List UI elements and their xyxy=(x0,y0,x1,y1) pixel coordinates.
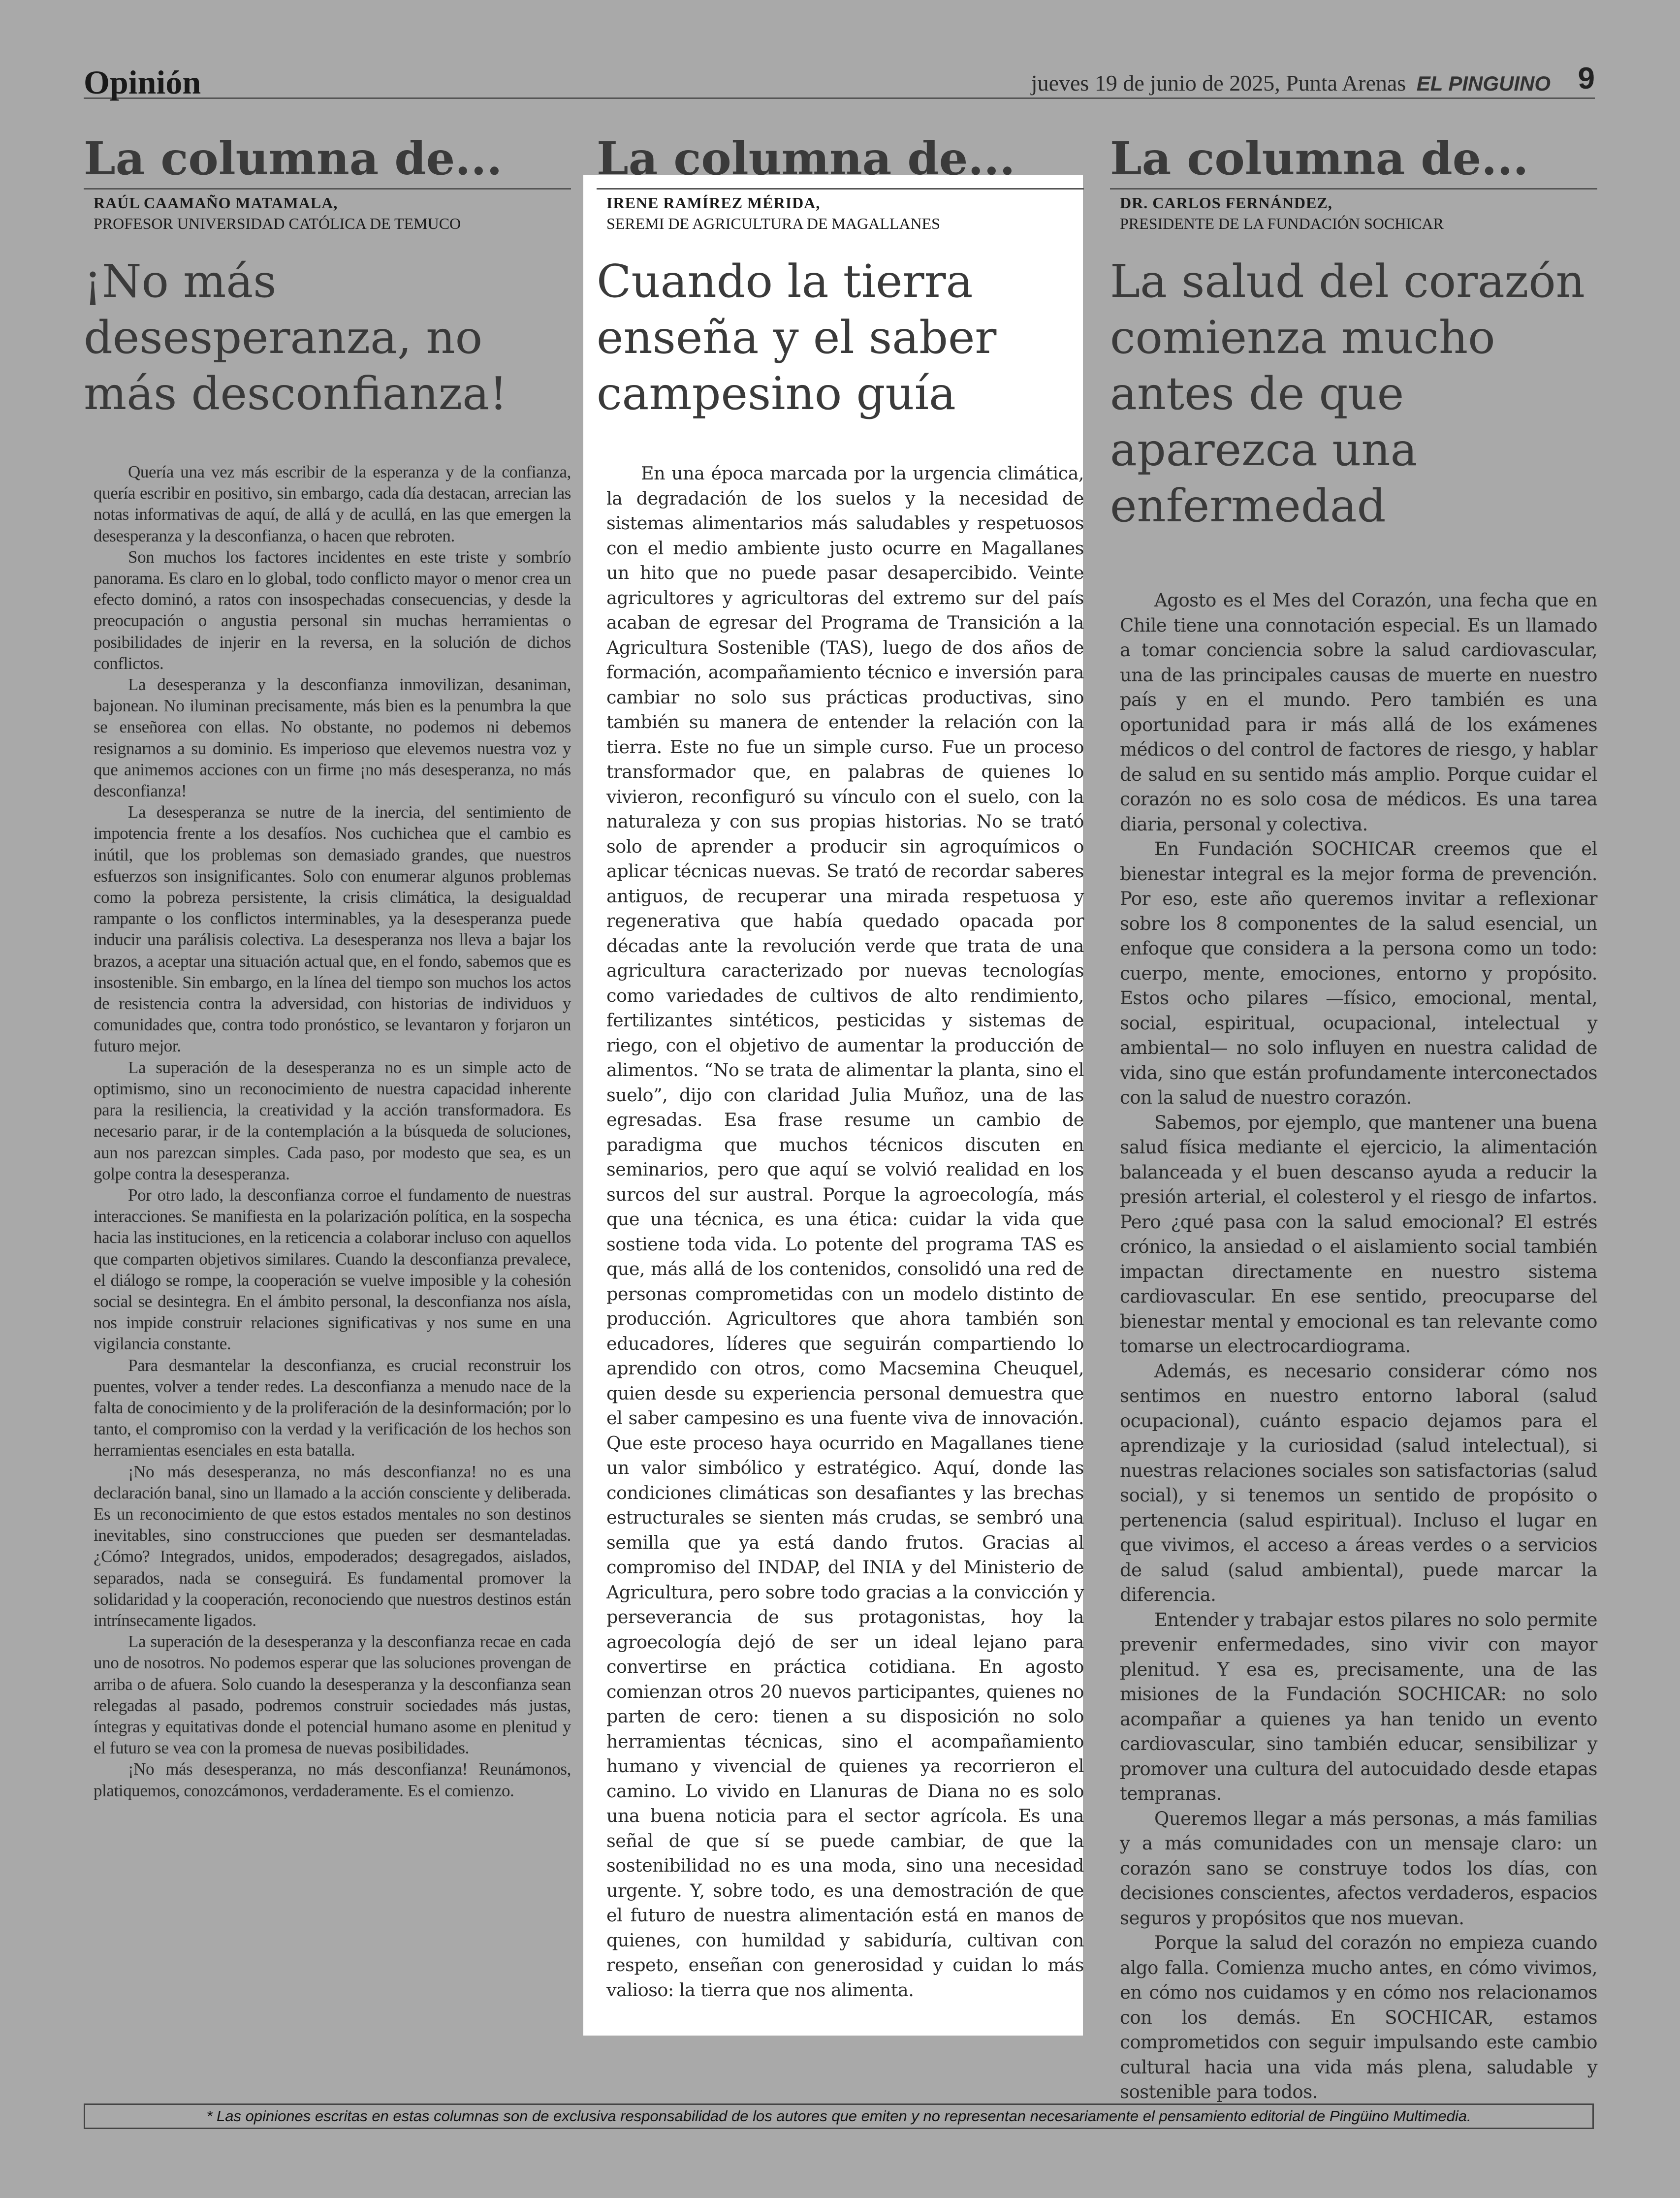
paragraph: En una época marcada por la urgencia climática, la degradación de los suelos y la necesidad de sistemas alimentarios más saludables y respetuosos con el medio ambiente justo ocurre en Magallanes un hito que no puede pasar desapercibido. Veinte agricultores y agricultoras del extremo sur del país acaban de egresar del Programa de Transición a la Agricultura Sostenible (TAS), luego de dos años de formación, acompañamiento técnico e inversión para cambiar no solo sus prácticas productivas, sino también su manera de entender la relación con la tierra. Este no fue un simple curso. Fue un proceso transformador que, en palabras de quienes lo vivieron, reconfiguró su vínculo con el suelo, con la naturaleza y con sus propias historias. No se trató solo de aprender a producir sin agroquímicos o aplicar técnicas nuevas. Se trató de recordar saberes antiguos, de recuperar una mirada respetuosa y regenerativa que había quedado opacada por décadas ante la revolución verde que trata de una agricultura caracterizado por nuevas tecnologías como variedades de cultivos de alto rendimiento, fertilizantes sintéticos, pesticidas y sistemas de riego, con el objetivo de aumentar la producción de alimentos. “No se trata de alimentar la planta, sino el suelo”, dijo con claridad Julia Muñoz, una de las egresadas. Esa frase resume un cambio de paradigma que muchos técnicos discuten en seminarios, pero que aquí se volvió realidad en los surcos del sur austral. Porque la agroecología, más que una técnica, es una ética: cuidar la vida que sostiene toda vida. Lo potente del programa TAS es que, más allá de los contenidos, consolidó una red de personas comprometidas con un modelo distinto de producción. Agricultores que ahora también son educadores, líderes que seguirán compartiendo lo aprendido con otros, como Macsemina Cheuquel, quien desde su experiencia personal demuestra que el saber campesino es una fuente viva de innovación. Que este proceso haya ocurrido en Magallanes tiene un valor simbólico y estratégico. Aquí, donde las condiciones climáticas son desafiantes y las brechas estructurales se sienten más crudas, se sembró una semilla que ya está dando frutos. Gracias al compromiso del INDAP, del INIA y del Ministerio de Agricultura, pero sobre todo gracias a la convicción y perseverancia de sus protagonistas, hoy la agroecología dejó de ser un ideal lejano para convertirse en práctica cotidiana. En agosto comienzan otros 20 nuevos participantes, quienes no parten de cero: tienen a su disposición no solo herramientas técnicas, sino el acompañamiento humano y vivencial de quienes ya recorrieron el camino. Lo vivido en Llanuras de Diana no es solo una buena noticia para el sector agrícola. Es una señal de que sí se puede cambiar, de que la sostenibilidad no es una moda, sino una necesidad urgente. Y, sobre todo, es una demostración de que el futuro de nuestra alimentación está en manos de quienes, con humildad y sabiduría, cultivan con respeto, enseñan con generosidad y cuidan lo más valioso: la tierra que nos alimenta. xyxy=(606,463,1084,2001)
article-title: Cuando la tierra enseña y el saber campesino guía xyxy=(597,255,997,420)
article-title: La salud del corazón comienza mucho antes de que aparezca una enfermedad xyxy=(1110,255,1585,532)
article-title: ¡No más desesperanza, no más desconfianza! xyxy=(84,255,508,420)
paragraph: ¡No más desesperanza, no más desconfianza! Reunámonos, platiquemos, conozcámonos, verdaderamente. Es el comienzo. xyxy=(94,1759,571,1800)
paragraph: Son muchos los factores incidentes en este triste y sombrío panorama. Es claro en lo global, todo conflicto mayor o menor crea un efecto dominó, a ratos con insospechadas consecuencias, y desde la preocupación o angustia personal sin muchas herramientas o posibilidades de injerir en la reversa, en la solución de dichos conflictos. xyxy=(94,547,571,673)
paragraph: Porque la salud del corazón no empieza cuando algo falla. Comienza mucho antes, en cómo vivimos, en cómo nos cuidamos y en cómo nos relacionamos con los demás. En SOCHICAR, estamos comprometidos con seguir impulsando este cambio cultural hacia una vida más plena, saludable y sostenible para todos. xyxy=(1120,1932,1597,2102)
paragraph: Queremos llegar a más personas, a más familias y a más comunidades con un mensaje claro: un corazón sano se construye todos los días, con decisiones conscientes, afectos verdaderos, espacios seguros y propósitos que nos muevan. xyxy=(1120,1808,1597,1929)
section-title: Opinión xyxy=(84,64,201,101)
author-block xyxy=(1120,192,1597,234)
paragraph: La superación de la desesperanza y la desconfianza recae en cada uno de nosotros. No podemos esperar que las soluciones provengan de arriba o de afuera. Solo cuando la desesperanza y la desconfianza sean relegadas al pasado, podremos construir sociedades más justas, íntegras y equitativas donde el potencial humano asome en plenitud y el futuro se vea con la promesa de nuevas posibilidades. xyxy=(94,1632,571,1758)
author-name: DR. CARLOS FERNÁNDEZ, xyxy=(1120,194,1332,212)
column-1 xyxy=(84,129,571,1801)
author-name: RAÚL CAAMAÑO MATAMALA, xyxy=(94,194,338,212)
dateline: jueves 19 de junio de 2025, Punta Arenas xyxy=(1031,70,1406,96)
paragraph: Para desmantelar la desconfianza, es crucial reconstruir los puentes, volver a tender redes. La desconfianza a menudo nace de la falta de conocimiento y de la proliferación de la desinformación; por lo tanto, el compromiso con la verdad y la verificación de los hechos son herramientas esenciales en esta batalla. xyxy=(94,1355,571,1460)
article-body xyxy=(94,461,571,1801)
author-role: SEREMI DE AGRICULTURA DE MAGALLANES xyxy=(606,215,940,232)
author-role: PROFESOR UNIVERSIDAD CATÓLICA DE TEMUCO xyxy=(94,215,461,232)
paragraph: La desesperanza se nutre de la inercia, del sentimiento de impotencia frente a los desafíos. Nos cuchichea que el cambio es inútil, que los problemas son demasiado grandes, que nuestros esfuerzos son insignificantes. Solo con enumerar algunos problemas como la pobreza persistente, la crisis climática, la desigualdad rampante o los conflictos interminables, ya la desesperanza puede inducir una parálisis colectiva. La desesperanza nos lleva a bajar los brazos, a aceptar una situación actual que, en el fondo, sabemos que es insostenible. Sin embargo, en la línea del tiempo son muchos los actos de resistencia contra la adversidad, con historias de individuos y comunidades que, contra todo pronóstico, se levantaron y forjaron un futuro mejor. xyxy=(94,802,571,1056)
paragraph: La desesperanza y la desconfianza inmovilizan, desaniman, bajonean. No iluminan precisamente, más bien es la penumbra la que se enseñorea con ellas. No obstante, no podemos ni debemos resignarnos a su dominio. Es imperioso que elevemos nuestra voz y que animemos acciones con un firme ¡no más desesperanza, no más desconfianza! xyxy=(94,675,571,801)
author-name: IRENE RAMÍREZ MÉRIDA, xyxy=(606,194,821,212)
paragraph: En Fundación SOCHICAR creemos que el bienestar integral es la mejor forma de prevención. Por eso, este año queremos invitar a reflexionar sobre los 8 componentes de la salud esencial, un enfoque que considera a la persona como un todo: cuerpo, mente, emociones, entorno y propósito. Estos ocho pilares —físico, emocional, mental, social, espiritual, ocupacional, intelectual y ambiental— no solo influyen en nuestra calidad de vida, sino que están profundamente interconectados con la salud de nuestro corazón. xyxy=(1120,838,1597,1108)
paragraph: Además, es necesario considerar cómo nos sentimos en nuestro entorno laboral (salud ocupacional), cuánto espacio dejamos para el aprendizaje y la curiosidad (salud intelectual), si nuestras relaciones sociales son satisfactorias (salud social), y si tenemos un sentido de propósito o pertenencia (salud espiritual). Incluso el lugar en que vivimos, el acceso a áreas verdes o a servicios de salud (salud ambiental), puede marcar la diferencia. xyxy=(1120,1360,1597,1605)
newspaper-brand: EL PINGUINO xyxy=(1416,72,1551,95)
paragraph: Quería una vez más escribir de la esperanza y de la confianza, quería escribir en positivo, sin embargo, cada día destacan, arrecian las notas informativas de aquí, de allá y de acullá, en las que emergen la desesperanza y la desconfianza, o hacen que rebroten. xyxy=(94,462,571,545)
author-block xyxy=(94,192,571,234)
footer-disclaimer: * Las opiniones escritas en estas columnas son de exclusiva responsabilidad de los autores que emiten y no representan necesariamente el pensamiento editorial de Pingüino Multimedia. xyxy=(84,2103,1594,2129)
column-2 xyxy=(597,129,1084,2003)
dateline-group xyxy=(1031,70,1551,96)
paragraph: ¡No más desesperanza, no más desconfianza! no es una declaración banal, sino un llamado a la acción consciente y deliberada. Es un reconocimiento de que estos estados mentales no son destinos inevitables, sino construcciones que pueden ser desmanteladas. ¿Cómo? Integrados, unidos, empoderados; desagregados, aislados, separados, nada se conseguirá. Es fundamental promover la solidaridad y la cooperación, reconociendo que nuestros destinos están intrínsecamente ligados. xyxy=(94,1462,571,1630)
paragraph: Agosto es el Mes del Corazón, una fecha que en Chile tiene una connotación especial. Es un llamado a tomar conciencia sobre la salud cardiovascular, una de las principales causas de muerte en nuestro país y en el mundo. Pero también es una oportunidad para ir más allá de los exámenes médicos o del control de factores de riesgo, y hablar de salud en su sentido más amplio. Porque cuidar el corazón no es solo cosa de médicos. Es una tarea diaria, personal y colectiva. xyxy=(1120,590,1597,835)
paragraph: Por otro lado, la desconfianza corroe el fundamento de nuestras interacciones. Se manifiesta en la polarización política, en la sospecha hacia las instituciones, en la reticencia a colaborar incluso con aquellos que comparten objetivos similares. Cuando la desconfianza prevalece, el diálogo se rompe, la cooperación se vuelve imposible y la cohesión social se desintegra. En el ámbito personal, la desconfianza nos aísla, nos impide construir relaciones significativas y nos sume en una vigilancia constante. xyxy=(94,1185,571,1354)
article-body xyxy=(606,461,1084,2003)
paragraph: Sabemos, por ejemplo, que mantener una buena salud física mediante el ejercicio, la alimentación balanceada y el buen descanso ayuda a reducir la presión arterial, el colesterol y el riesgo de infartos. Pero ¿qué pasa con la salud emocional? El estrés crónico, la ansiedad o el aislamiento social también impactan directamente en nuestro sistema cardiovascular. En ese sentido, preocuparse del bienestar mental y emocional es tan relevante como tomarse un electrocardiograma. xyxy=(1120,1112,1597,1357)
page-header xyxy=(84,59,1595,99)
column-3 xyxy=(1110,129,1597,2105)
author-role: PRESIDENTE DE LA FUNDACIÓN SOCHICAR xyxy=(1120,215,1444,232)
column-heading: La columna de... xyxy=(597,129,1084,190)
paragraph: Entender y trabajar estos pilares no solo permite prevenir enfermedades, sino vivir con mayor plenitud. Y esa es, precisamente, una de las misiones de la Fundación SOCHICAR: no solo acompañar a quienes ya han tenido un evento cardiovascular, sino también educar, sensibilizar y promover una cultura del autocuidado desde etapas tempranas. xyxy=(1120,1609,1597,1804)
article-body xyxy=(1120,588,1597,2105)
column-heading: La columna de... xyxy=(84,129,571,190)
column-heading: La columna de... xyxy=(1110,129,1597,190)
page-number: 9 xyxy=(1578,62,1595,96)
author-block xyxy=(606,192,1084,234)
paragraph: La superación de la desesperanza no es un simple acto de optimismo, sino un reconocimiento de nuestra capacidad inherente para la resiliencia, la creatividad y la acción transformadora. Es necesario parar, ir de la contemplación a la búsqueda de soluciones, aun nos parezcan simples. Cada paso, por modesto que sea, es un golpe contra la desesperanza. xyxy=(94,1057,571,1183)
